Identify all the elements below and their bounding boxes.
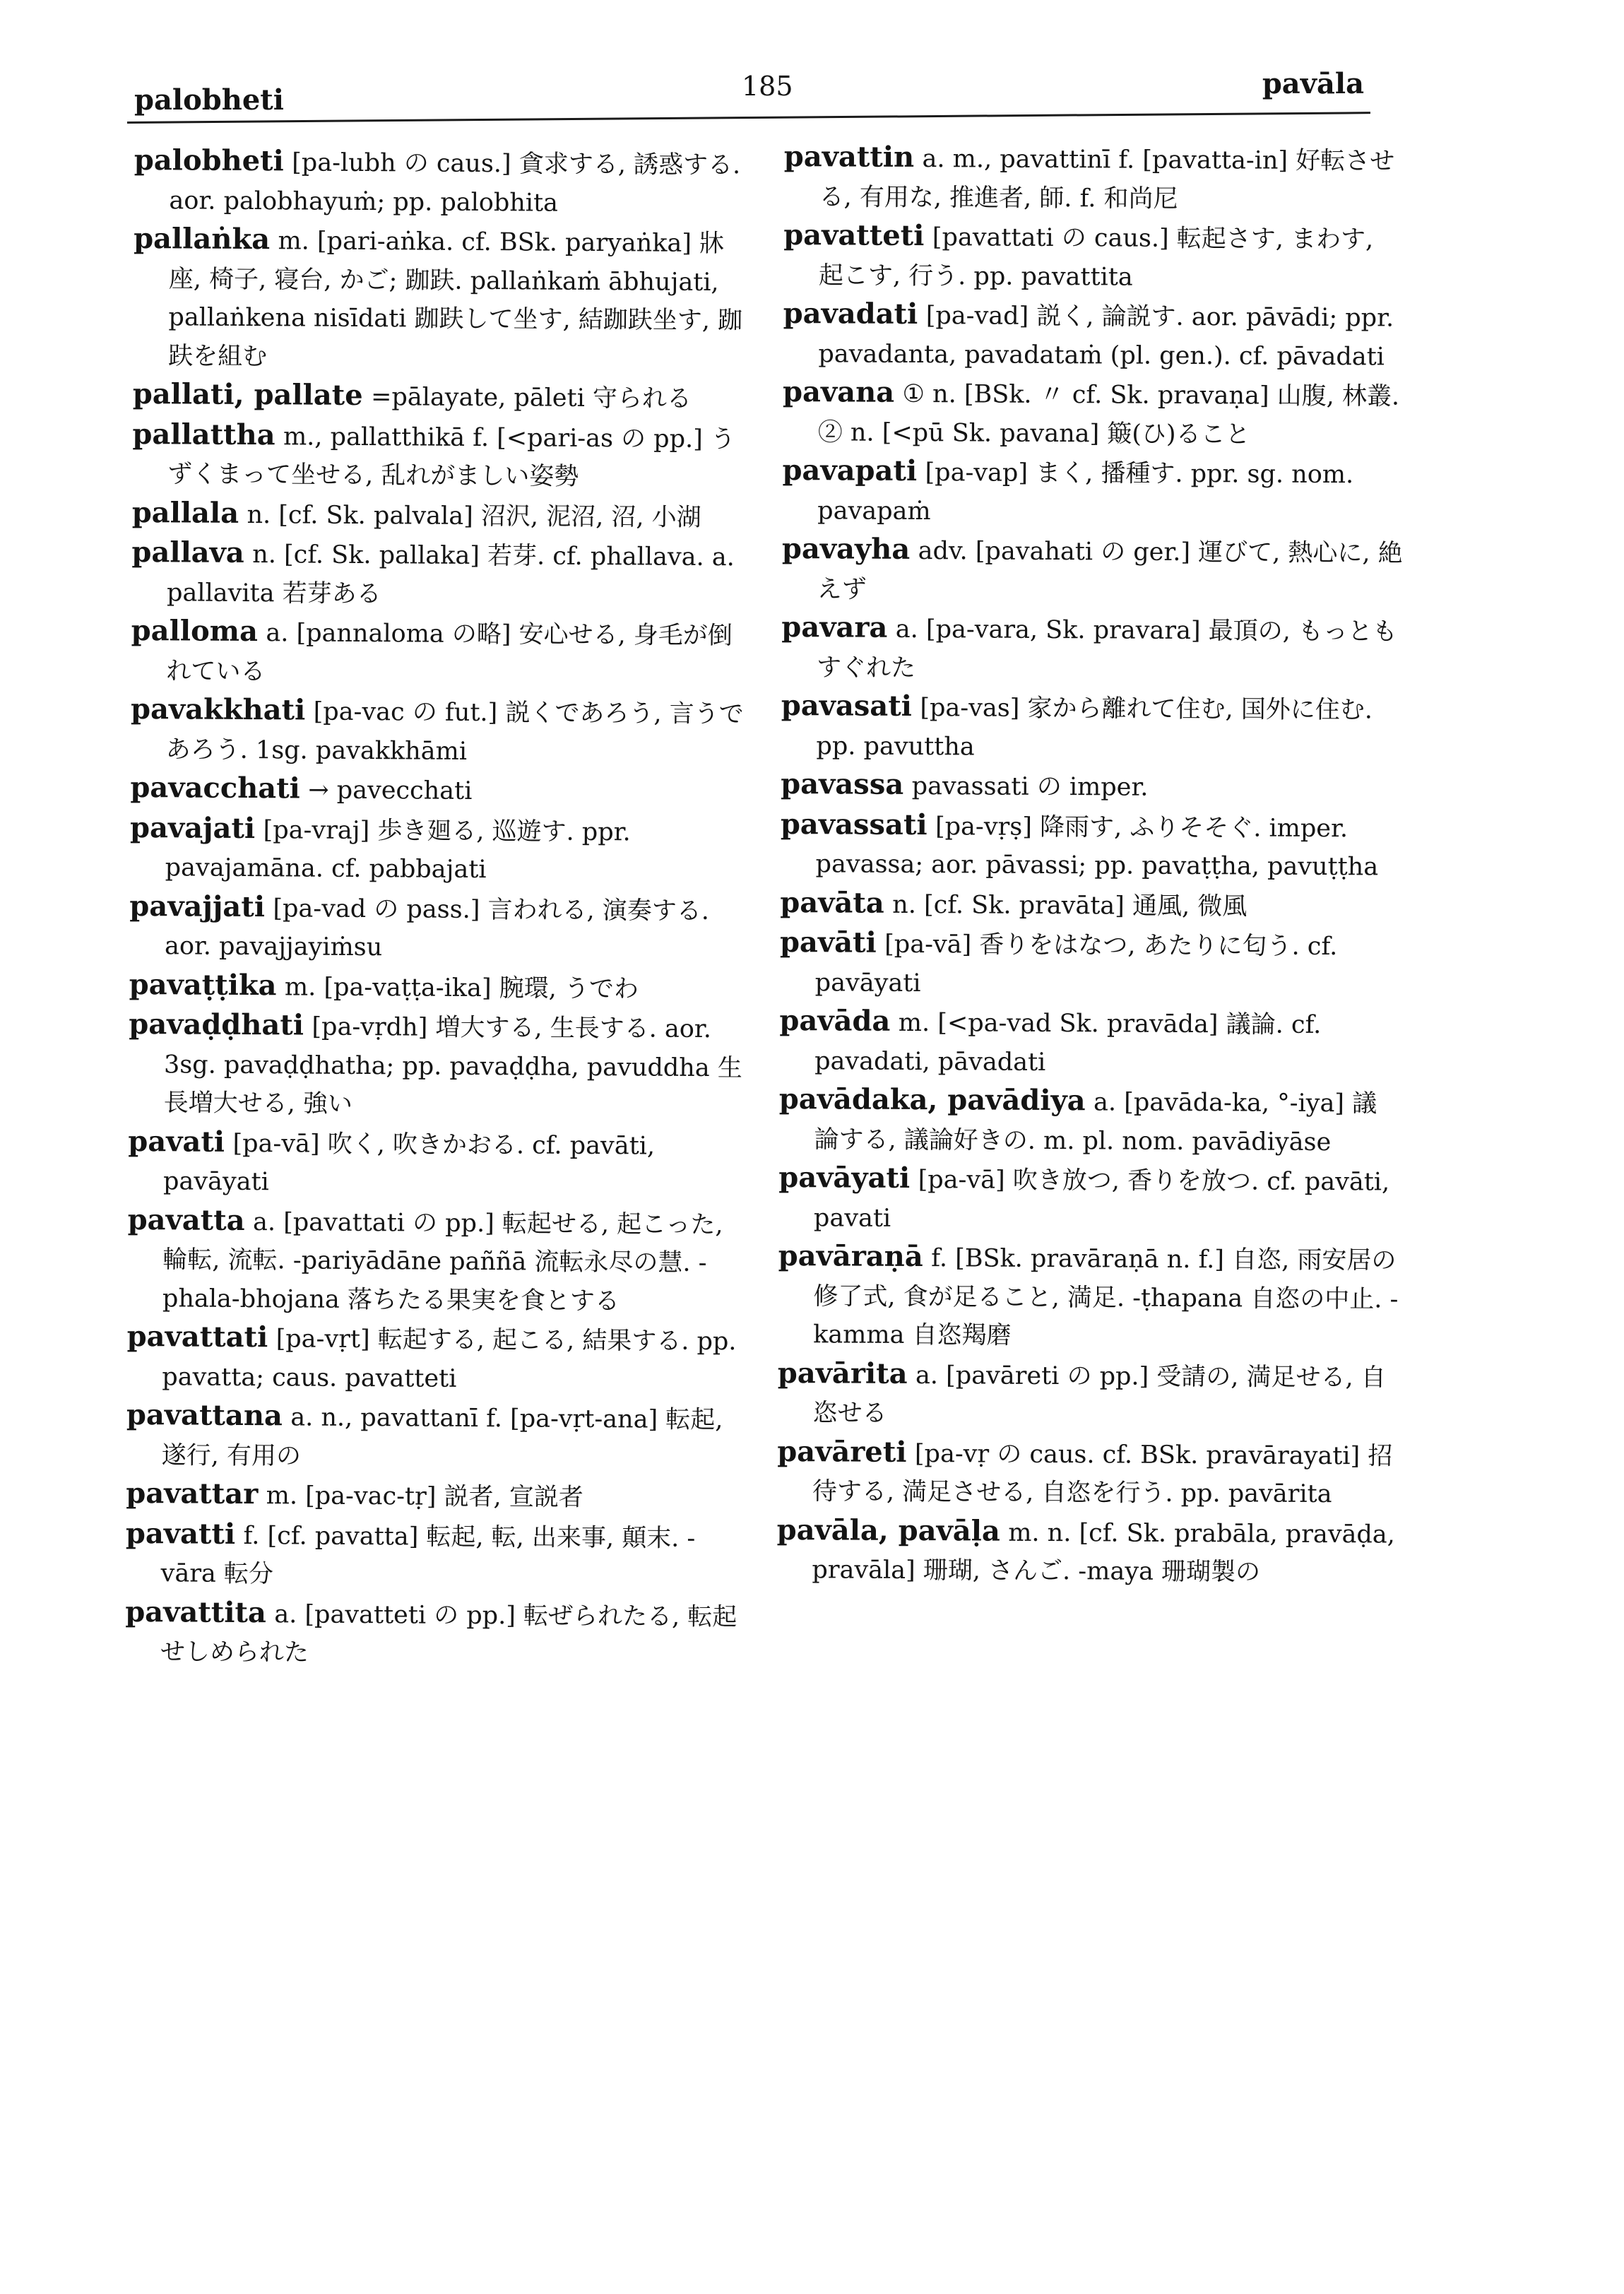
dictionary-entry: [126, 1318, 749, 1400]
dictionary-entry: [782, 451, 1404, 533]
entry-headword: palobheti: [134, 143, 284, 178]
entry-headword: pallati, pallate: [132, 377, 363, 412]
entry-headword: pavatta: [127, 1202, 245, 1237]
entry-definition: [pa-vap] まく, 播種す. ppr. sg. nom. pavapaṁ: [817, 459, 1354, 526]
dictionary-entry: [778, 1159, 1401, 1241]
entry-definition: m. [pari-aṅka. cf. BSk. paryaṅka] 牀座, 椅子, 寝台, かご; 跏趺. pallaṅkaṁ ābhujati, pallaṅkena nisīdati 跏趺して坐す, 結跏趺坐す, 跏趺を組む: [168, 227, 743, 371]
entry-definition: [pa-vṛdh] 増大する, 生長する. aor. 3sg. pavaḍḍhatha; pp. pavaḍḍha, pavuddha 生長増大せる, 強い: [163, 1012, 742, 1118]
entry-headword: pavārita: [777, 1356, 908, 1390]
entry-headword: pavattana: [126, 1397, 283, 1433]
dictionary-entry: [130, 808, 752, 890]
page-number: 185: [742, 71, 793, 102]
entry-definition: [pa-vā] 吹き放つ, 香りを放つ. cf. pavāti, pavati: [813, 1166, 1390, 1233]
entry-headword: pavaḍḍhati: [129, 1007, 304, 1042]
dictionary-entry: [131, 612, 753, 694]
entry-headword: pavāreti: [777, 1434, 907, 1469]
dictionary-entry: [776, 1510, 1399, 1592]
entry-headword: pavadati: [783, 296, 918, 331]
entry-headword: pavattar: [126, 1476, 259, 1511]
entry-headword: pavassa: [781, 767, 904, 801]
entry-definition: f. [cf. pavatta] 転起, 転, 出来事, 顛末. -vāra 転分: [160, 1521, 696, 1589]
entry-definition: m. [pa-vac-tṛ] 説者, 宣説者: [266, 1482, 583, 1512]
entry-headword: pavana: [782, 374, 895, 409]
entry-headword: pavaṭṭika: [129, 967, 277, 1002]
header-rule: [127, 112, 1370, 124]
dictionary-entry: [133, 375, 754, 419]
entry-definition: [pa-vā] 香りをはなつ, あたりに匂う. cf. pavāyati: [814, 930, 1338, 998]
entry-definition: a. [pa-vara, Sk. pravara] 最頂の, もっともすぐれた: [816, 615, 1398, 682]
right-column: [776, 138, 1406, 1592]
entry-definition: a. [pavattati の pp.] 転起せる, 起こった, 輪転, 流転. -pariyādāne paññā 流転永尽の慧. -phala-bhojana 落ちたる果実を食とする: [162, 1207, 723, 1315]
dictionary-entry: [128, 1122, 750, 1204]
entry-definition: [pa-vraj] 歩き廻る, 巡遊す. ppr. pavajamāna. cf. pabbajati: [165, 815, 631, 885]
dictionary-entry: [134, 141, 756, 223]
entry-headword: pavati: [128, 1124, 225, 1159]
dictionary-entry: [125, 1592, 747, 1674]
dictionary-entry: [780, 923, 1402, 1005]
dictionary-entry: [783, 373, 1405, 455]
entry-headword: pavacchati: [130, 770, 300, 805]
entry-headword: palloma: [131, 613, 259, 649]
dictionary-entry: [127, 1200, 749, 1321]
entry-headword: pallattha: [132, 417, 275, 451]
entry-headword: pavāti: [779, 925, 877, 959]
entry-headword: pavajati: [129, 810, 256, 845]
dictionary-entry: [783, 216, 1406, 298]
dictionary-entry: [783, 295, 1405, 377]
entry-definition: [pavattati の caus.] 転起さす, まわす, 起こす, 行う. pp. pavattita: [818, 223, 1374, 292]
dictionary-entry: [783, 138, 1406, 220]
entry-headword: pavakkhati: [130, 692, 306, 727]
dictionary-entry: [782, 530, 1404, 612]
dictionary-entry: [777, 1354, 1399, 1436]
entry-headword: pavāda: [779, 1003, 891, 1038]
dictionary-entry: [781, 608, 1404, 690]
entry-headword: pallava: [131, 535, 244, 569]
entry-definition: [pa-vad] 説く, 論説す. aor. pāvādi; ppr. pavadanta, pavadataṁ (pl. gen.). cf. pāvadati: [818, 302, 1394, 371]
entry-headword: pavara: [781, 610, 888, 644]
dictionary-entry: [780, 883, 1401, 926]
dictionary-entry: [131, 533, 754, 615]
entry-headword: pavāla, pavāḷa: [776, 1513, 1000, 1548]
entry-definition: a. n., pavattanī f. [pa-vṛt-ana] 転起, 遂行, 有用の: [161, 1403, 723, 1470]
dictionary-entry: [777, 1432, 1399, 1514]
dictionary-entry: [778, 1080, 1401, 1162]
entry-definition: a. [pavatteti の pp.] 転ぜられたる, 転起せしめられた: [160, 1600, 737, 1667]
entry-definition: n. [cf. Sk. palvala] 沼沢, 泥沼, 沼, 小湖: [247, 500, 701, 532]
entry-definition: pavassati の imper.: [911, 771, 1149, 802]
entry-definition: m. n. [cf. Sk. prabāla, pravāḍa, pravāla] 珊瑚, さんご. -maya 珊瑚製の: [812, 1518, 1395, 1587]
entry-headword: pavāraṇā: [778, 1238, 923, 1274]
entry-definition: m. [pa-vaṭṭa-ika] 腕環, うでわ: [284, 972, 639, 1003]
dictionary-entry: [133, 220, 755, 379]
dictionary-entry: [780, 805, 1402, 887]
left-column: [125, 141, 756, 1675]
entry-definition: [pa-vṛt] 転起する, 起こる, 結果する. pp. pavatta; caus. pavatteti: [162, 1325, 737, 1393]
entry-headword: pallaṅka: [134, 221, 271, 256]
dictionary-entry: [778, 1237, 1400, 1357]
entry-definition: [pa-vad の pass.] 言われる, 演奏する. aor. pavajjayiṁsu: [164, 894, 710, 962]
dictionary-entry: [129, 887, 752, 969]
dictionary-entry: [132, 415, 754, 497]
entry-headword: pavattati: [126, 1319, 268, 1354]
entry-headword: pallala: [131, 495, 239, 530]
entry-headword: pavāyati: [778, 1160, 911, 1195]
entry-headword: pavassati: [780, 807, 927, 841]
dictionary-entry: [129, 1005, 751, 1126]
dictionary-entry: [132, 493, 754, 537]
entry-headword: pavapati: [782, 453, 918, 487]
dictionary-entry: [125, 1514, 747, 1596]
entry-headword: pavatteti: [783, 218, 925, 253]
dictionary-entry: [131, 690, 753, 772]
entry-definition: → pavecchati: [308, 776, 473, 805]
entry-definition: a. [pavāda-ka, °-iya] 議論する, 議論好きの. m. pl. nom. pavādiyāse: [814, 1088, 1377, 1157]
dictionary-entry: [126, 1396, 748, 1478]
entry-headword: pavajjati: [129, 889, 266, 923]
dictionary-entry: [129, 965, 751, 1009]
dictionary-entry: [126, 1474, 747, 1518]
running-head-left: palobheti: [134, 83, 284, 117]
entry-headword: pavatti: [125, 1516, 236, 1551]
entry-definition: a. [pannaloma の略] 安心せる, 身毛が倒れている: [166, 619, 733, 686]
entry-headword: pavayha: [781, 531, 911, 566]
entry-headword: pavādaka, pavādiya: [778, 1082, 1086, 1118]
entry-definition: n. [cf. Sk. pravāta] 通風, 微風: [892, 890, 1247, 921]
entry-definition: [pa-vā] 吹く, 吹きかおる. cf. pavāti, pavāyati: [162, 1129, 656, 1197]
entry-headword: pavattin: [783, 139, 915, 174]
entry-definition: f. [BSk. pravāraṇā n. f.] 自恣, 雨安居の修了式, 食が足ること, 満足. -ṭhapana 自恣の中止. -kamma 自恣羯磨: [813, 1244, 1399, 1350]
entry-definition: m., pallatthikā f. [<pari-as の pp.] うずくまって坐せる, 乱れがましい姿勢: [167, 422, 736, 491]
entry-definition: [pa-lubh の caus.] 貪求する, 誘惑する. aor. palobhayuṁ; pp. palobhita: [169, 148, 741, 218]
entry-definition: [pa-vṛ の caus. cf. BSk. pravārayati] 招待する, 満足させる, 自恣を行う. pp. pavārita: [812, 1439, 1393, 1509]
entry-definition: a. m., pavattinī f. [pavatta-in] 好転させる, 有用な, 推進者, 師. f. 和尚尼: [819, 145, 1395, 213]
entry-definition: [pa-vṛṣ] 降雨す, ふりそそぐ. imper. pavassa; aor. pāvassi; pp. pavaṭṭha, pavuṭṭha: [815, 812, 1379, 882]
dictionary-entry: [130, 769, 752, 812]
entry-definition: ① n. [BSk. 〃 cf. Sk. pravaṇa] 山腹, 林叢. ② n. [<pū Sk. pavana] 簸(ひ)ること: [817, 379, 1400, 449]
entry-headword: pavāta: [780, 885, 884, 920]
entry-definition: adv. [pavahati の ger.] 運びて, 熱心に, 絶えず: [817, 537, 1403, 604]
dictionary-entry: [781, 765, 1402, 808]
running-head-right: pavāla: [1262, 67, 1364, 100]
entry-definition: [pa-vac の fut.] 説くであろう, 言うであろう. 1sg. pavakkhāmi: [165, 697, 744, 766]
entry-headword: pavattita: [125, 1595, 267, 1629]
entry-headword: pavasati: [781, 688, 913, 723]
entry-definition: m. [<pa-vad Sk. pravāda] 議論. cf. pavadati, pāvadati: [814, 1008, 1322, 1077]
entry-definition: n. [cf. Sk. pallaka] 若芽. cf. phallava. a. pallavita 若芽ある: [166, 540, 735, 608]
entry-definition: [pa-vas] 家から離れて住む, 国外に住む. pp. pavuttha: [816, 694, 1373, 761]
dictionary-entry: [781, 687, 1403, 769]
entry-definition: a. [pavāreti の pp.] 受請の, 満足せる, 自恣せる: [812, 1361, 1386, 1428]
entry-definition: =pālayate, pāleti 守られる: [370, 383, 692, 413]
dictionary-entry: [779, 1002, 1401, 1084]
